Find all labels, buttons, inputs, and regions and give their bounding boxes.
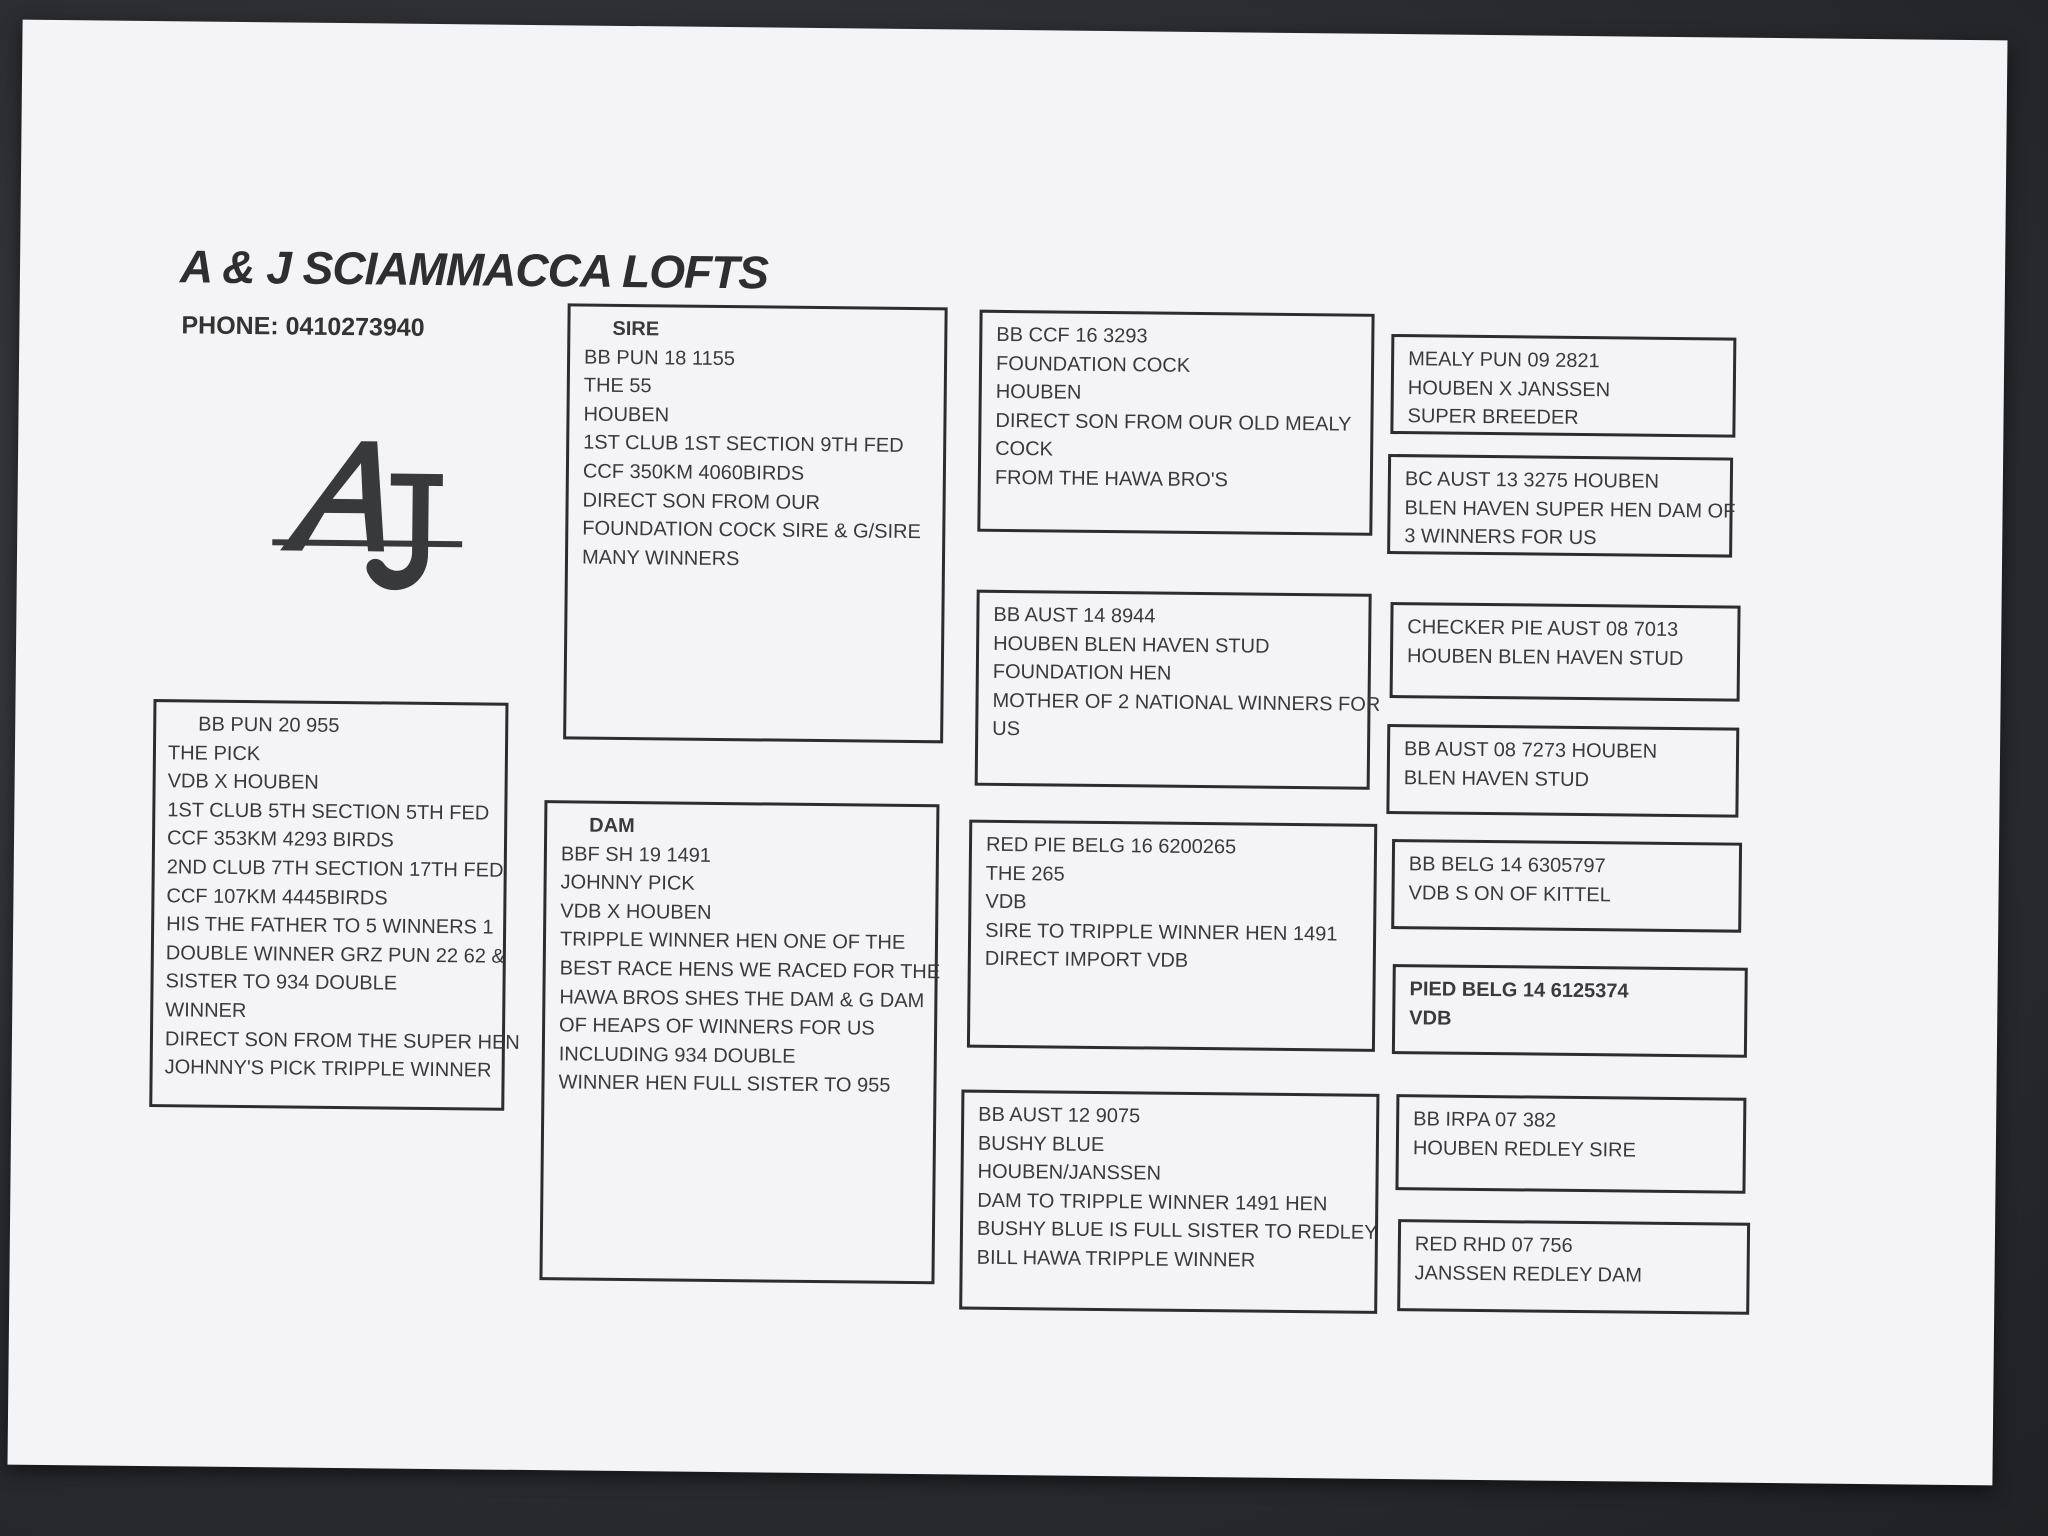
grandparent-line: US <box>992 718 1021 741</box>
great-grandparent-line: JANSSEN REDLEY DAM <box>1414 1261 1643 1287</box>
bird-line: HIS THE FATHER TO 5 WINNERS 1 <box>166 913 494 939</box>
dam-line: INCLUDING 934 DOUBLE <box>558 1043 796 1068</box>
grandparent-line: THE 265 <box>985 862 1065 886</box>
grandparent-line: BUSHY BLUE <box>977 1132 1105 1156</box>
bird-line: 1ST CLUB 5TH SECTION 5TH FED <box>167 798 490 825</box>
great-grandparent-line: RED RHD 07 756 <box>1414 1233 1573 1257</box>
grandparent-line: BUSHY BLUE IS FULL SISTER TO REDLEY <box>976 1218 1378 1245</box>
great-grandparent-line: BLEN HAVEN SUPER HEN DAM OF <box>1404 496 1736 523</box>
bird-line: WINNER <box>165 999 247 1022</box>
great-grandparent-line: BC AUST 13 3275 HOUBEN <box>1404 468 1660 493</box>
sire-line: DIRECT SON FROM OUR <box>582 489 821 514</box>
great-grandparent-line: HOUBEN X JANSSEN <box>1407 376 1611 401</box>
bird-line: JOHNNY'S PICK TRIPPLE WINNER <box>164 1056 492 1082</box>
sire-box <box>563 303 948 743</box>
dam-line: JOHNNY PICK <box>560 871 695 895</box>
grandparent-line: MOTHER OF 2 NATIONAL WINNERS FOR <box>992 689 1381 716</box>
dam-box <box>539 800 939 1284</box>
grandparent-line: HOUBEN/JANSSEN <box>977 1160 1162 1185</box>
sire-sire-box <box>977 310 1374 536</box>
grandparent-line: HOUBEN <box>995 381 1082 404</box>
grandparent-line: BILL HAWA TRIPPLE WINNER <box>976 1246 1256 1272</box>
grandparent-line: FOUNDATION HEN <box>992 661 1172 685</box>
great-grandparent-line: MEALY PUN 09 2821 <box>1408 348 1600 373</box>
grandparent-line: HOUBEN BLEN HAVEN STUD <box>993 632 1270 658</box>
great-grandparent-line: SUPER BREEDER <box>1407 405 1579 430</box>
grandparent-line: FROM THE HAWA BRO'S <box>994 466 1229 492</box>
grandparent-line: DIRECT SON FROM OUR OLD MEALY <box>995 409 1352 436</box>
bird-box <box>149 699 520 1111</box>
dam-line: HAWA BROS SHES THE DAM & G DAM <box>559 985 925 1012</box>
dam-line: OF HEAPS OF WINNERS FOR US <box>559 1014 875 1040</box>
great-grandparent-box-1 <box>1390 334 1736 438</box>
dam-line: BBF SH 19 1491 <box>560 842 712 867</box>
grandparent-line: SIRE TO TRIPPLE WINNER HEN 1491 <box>985 919 1338 946</box>
bird-line: 2ND CLUB 7TH SECTION 17TH FED <box>166 856 504 882</box>
great-grandparent-box-2 <box>1387 454 1736 558</box>
grandparent-line: BB AUST 14 8944 <box>993 603 1156 628</box>
great-grandparent-box-6 <box>1392 964 1748 1058</box>
bird-line: DIRECT SON FROM THE SUPER HEN <box>164 1027 520 1054</box>
bird-line: THE PICK <box>167 741 261 765</box>
great-grandparent-line: BB BELG 14 6305797 <box>1408 853 1606 878</box>
great-grandparent-line: BB AUST 08 7273 HOUBEN <box>1403 738 1658 763</box>
bird-line: VDB X HOUBEN <box>167 770 319 794</box>
grandparent-line: VDB <box>985 890 1027 914</box>
grandparent-line: DAM TO TRIPPLE WINNER 1491 HEN <box>977 1189 1328 1216</box>
sire-dam-box <box>975 590 1381 790</box>
dam-dam-box <box>959 1090 1379 1314</box>
grandparent-line: BB CCF 16 3293 <box>996 323 1148 348</box>
great-grandparent-line: 3 WINNERS FOR US <box>1404 525 1597 550</box>
bird-line: DOUBLE WINNER GRZ PUN 22 62 & <box>165 941 505 968</box>
grandparent-line: DIRECT IMPORT VDB <box>984 948 1189 973</box>
bird-line: SISTER TO 934 DOUBLE <box>165 970 398 995</box>
sire-label: SIRE <box>612 317 660 341</box>
grandparent-line: FOUNDATION COCK <box>995 352 1191 377</box>
great-grandparent-line: CHECKER PIE AUST 08 7013 <box>1407 616 1679 642</box>
great-grandparent-line: HOUBEN REDLEY SIRE <box>1412 1136 1637 1162</box>
great-grandparent-box-8 <box>1397 1219 1750 1315</box>
sire-line: BB PUN 18 1155 <box>584 346 736 370</box>
great-grandparent-line: PIED BELG 14 6125374 <box>1409 978 1629 1003</box>
dam-sire-box <box>967 820 1377 1052</box>
grandparent-line: BB AUST 12 9075 <box>978 1103 1141 1128</box>
page-title: A & J SCIAMMACCA LOFTS <box>179 240 769 299</box>
great-grandparent-box-7 <box>1395 1094 1746 1194</box>
aj-logo <box>271 432 473 614</box>
sire-line: FOUNDATION COCK SIRE & G/SIRE <box>582 517 921 544</box>
great-grandparent-box-5 <box>1391 839 1742 933</box>
grandparent-line: COCK <box>995 438 1054 461</box>
sire-line: CCF 350KM 4060BIRDS <box>582 460 805 485</box>
great-grandparent-line: BLEN HAVEN STUD <box>1403 766 1590 791</box>
great-grandparent-line: VDB S ON OF KITTEL <box>1408 881 1611 906</box>
sire-line: HOUBEN <box>583 403 670 427</box>
sire-line: MANY WINNERS <box>581 546 740 570</box>
pedigree-sheet <box>7 20 2007 1486</box>
dam-line: TRIPPLE WINNER HEN ONE OF THE <box>559 928 906 955</box>
grandparent-line: RED PIE BELG 16 6200265 <box>985 833 1237 859</box>
great-grandparent-line: VDB <box>1409 1006 1452 1030</box>
great-grandparent-line: HOUBEN BLEN HAVEN STUD <box>1406 644 1684 670</box>
dam-line: VDB X HOUBEN <box>560 900 712 924</box>
great-grandparent-box-4 <box>1386 724 1739 818</box>
bird-line: CCF 353KM 4293 BIRDS <box>166 827 394 852</box>
sire-line: THE 55 <box>583 374 652 398</box>
dam-line: BEST RACE HENS WE RACED FOR THE <box>559 957 941 984</box>
great-grandparent-line: BB IRPA 07 382 <box>1413 1108 1557 1132</box>
dam-line: WINNER HEN FULL SISTER TO 955 <box>558 1071 891 1098</box>
bird-line: CCF 107KM 4445BIRDS <box>166 884 388 910</box>
great-grandparent-box-3 <box>1390 602 1741 702</box>
bird-line: BB PUN 20 955 <box>198 713 340 738</box>
dam-label: DAM <box>589 814 635 838</box>
sire-line: 1ST CLUB 1ST SECTION 9TH FED <box>583 431 904 458</box>
phone-number: PHONE: 0410273940 <box>181 311 425 342</box>
